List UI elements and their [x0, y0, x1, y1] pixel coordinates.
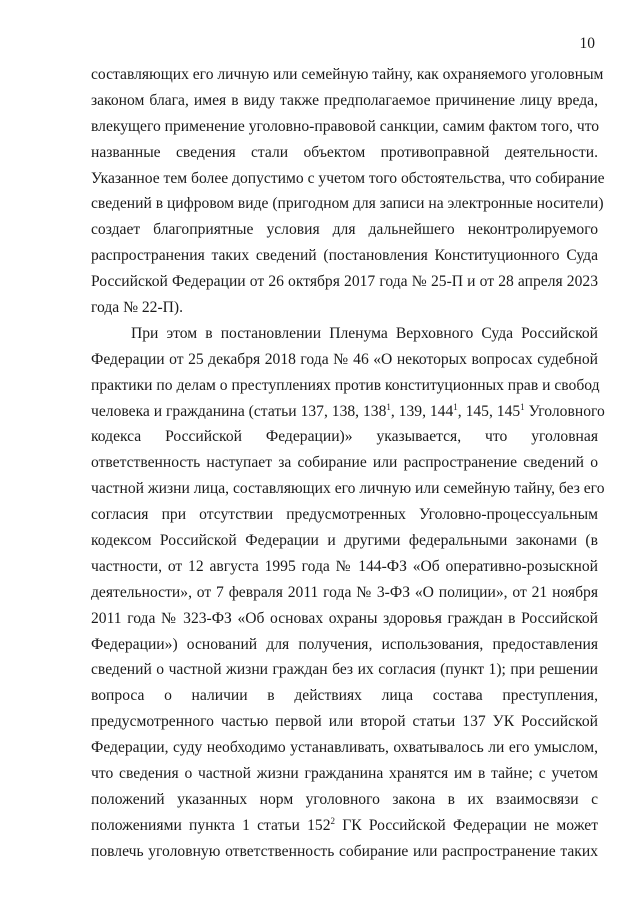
text-line: года № 22-П).: [91, 299, 184, 317]
text-line: Российской Федерации от 26 октября 2017 года № 25-П и от 28 апреля 2023: [91, 273, 598, 291]
text-line: При этом в постановлении Пленума Верховного Суда Российской: [131, 324, 598, 342]
paragraph-2: [91, 321, 605, 865]
text-line: 2011 года № 323-ФЗ «Об основах охраны здоровья граждан в Российской: [91, 609, 598, 627]
text-line: сведений в цифровом виде (пригодном для записи на электронные носители): [91, 195, 604, 213]
text-line: составляющих его личную или семейную тайну, как охраняемого уголовным: [91, 66, 604, 83]
text-line: Федерации, суду необходимо устанавливать, охватывалось ли его умыслом,: [91, 739, 598, 757]
text-line: деятельности», от 7 февраля 2011 года № 3-ФЗ «О полиции», от 21 ноября: [91, 583, 598, 601]
text-line: сведений о частной жизни граждан без их согласия (пункт 1); при решении: [91, 661, 598, 679]
text-line: вопроса о наличии в действиях лица состава преступления,: [91, 687, 598, 705]
text-line: названные сведения стали объектом противоправной деятельности.: [91, 143, 598, 161]
text-line: кодекса Российской Федерации)» указывается, что уголовная: [91, 428, 598, 446]
text-line: частной жизни лица, составляющих его личную или семейную тайну, без его: [91, 480, 605, 498]
text-line: повлечь уголовную ответственность собирание или распространение таких: [91, 842, 598, 860]
text-line: влекущего применение уголовно-правовой санкции, самим фактом того, что: [91, 117, 600, 135]
text-line: предусмотренного частью первой или второй статьи 137 УК Российской: [91, 713, 598, 731]
text-line: кодексом Российской Федерации и другими федеральными законами (в: [91, 532, 598, 550]
text-line: Федерации») оснований для получения, использования, предоставления: [91, 635, 598, 653]
page-number: 10: [579, 35, 595, 52]
text-line: что сведения о частной жизни гражданина хранятся им в тайне; с учетом: [91, 765, 598, 783]
text-line: законом блага, имея в виду также предполагаемое причинение лицу вреда,: [91, 91, 598, 109]
text-line: Федерации от 25 декабря 2018 года № 46 «О некоторых вопросах судебной: [91, 350, 598, 368]
paragraph-1: [91, 62, 605, 321]
text-line: практики по делам о преступлениях против конституционных прав и свобод: [91, 376, 600, 394]
text-line: частности, от 12 августа 1995 года № 144-ФЗ «Об оперативно-розыскной: [91, 557, 598, 575]
text-line: положениями пункта 1 статьи $152^2$ ГК Российской Федерации не может: [91, 815, 599, 834]
document-body: [91, 62, 605, 865]
text-line: согласия при отсутствии предусмотренных Уголовно-процессуальным: [91, 506, 598, 524]
text-line: Указанное тем более допустимо с учетом того обстоятельства, что собирание: [91, 169, 605, 187]
text-line: ответственность наступает за собирание или распространение сведений о: [91, 454, 598, 472]
text-line: человека и гражданина (статьи 137, 138, $138^1$, 139, $144^1$, 145, $145^1$ Уголовного: [91, 401, 605, 420]
text-line: положений указанных норм уголовного закона в их взаимосвязи с: [91, 790, 598, 808]
text-line: распространения таких сведений (постановления Конституционного Суда: [91, 247, 598, 265]
text-line: создает благоприятные условия для дальнейшего неконтролируемого: [91, 221, 598, 239]
